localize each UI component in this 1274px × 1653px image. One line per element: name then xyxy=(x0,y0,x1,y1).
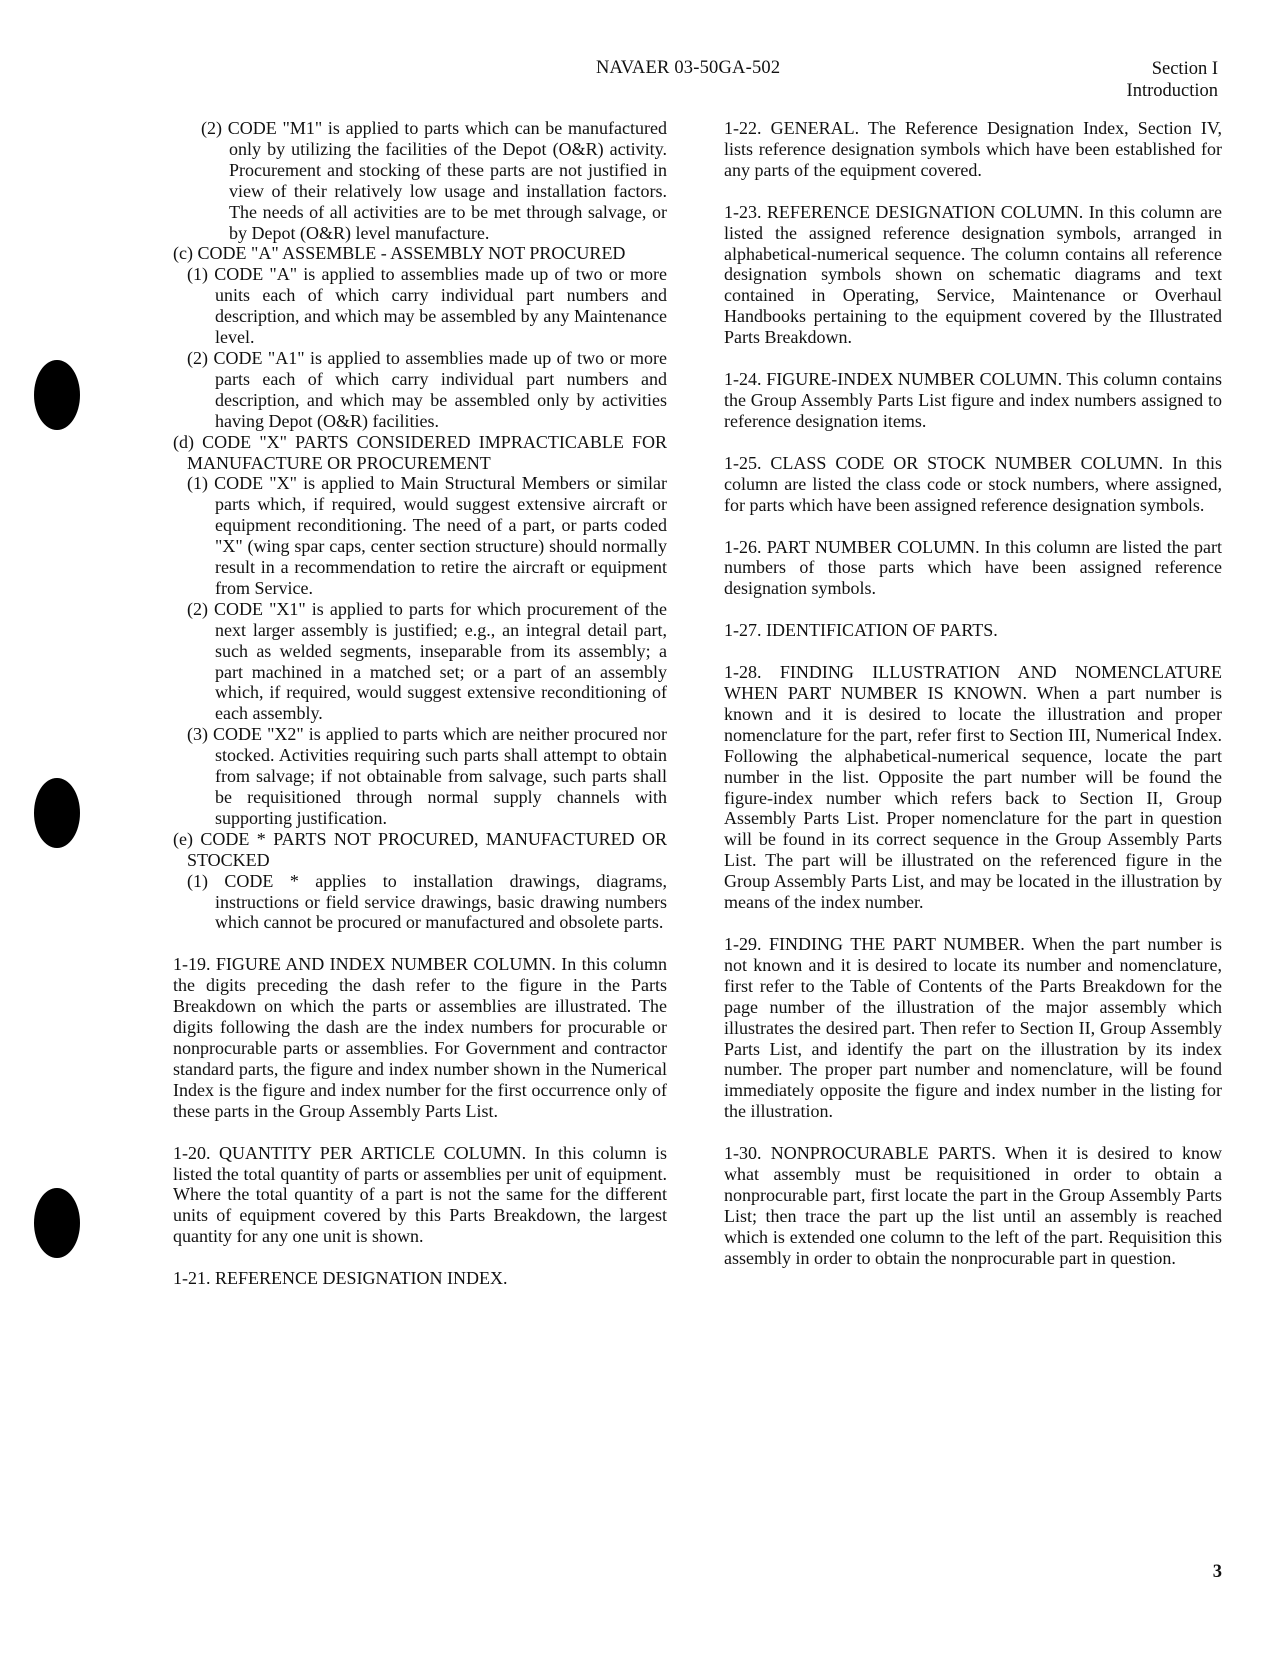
paragraph: 1-29. FINDING THE PART NUMBER. When the part number is not known and it is desired to locate its number and nomenclature, first refer to the Table of Contents of the Parts Breakdown for the page number of the illustration of the major assembly which illustrates the desired part. Then refer to Section II, Group Assembly Parts List, and identify the part on the illustration by its index number. The proper part number and nomenclature, will be found immediately opposite the figure and index number in the listing for the illustration. xyxy=(724,934,1222,1122)
paragraph: 1-19. FIGURE AND INDEX NUMBER COLUMN. In this column the digits preceding the dash refer to the figure in the Parts Breakdown on which the parts or assemblies are illustrated. The digits following the dash are the index numbers for procurable or nonprocurable parts or assemblies. For Government and contractor standard parts, the figure and index number shown in the Numerical Index is the figure and index number for the first occurrence only of these parts in the Group Assembly Parts List. xyxy=(173,954,667,1121)
paragraph: 1-22. GENERAL. The Reference Designation Index, Section IV, lists reference designation symbols which have been established for any parts of the equipment covered. xyxy=(724,118,1222,180)
paragraph: (1) CODE * applies to installation drawings, diagrams, instructions or field service drawings, basic drawing numbers which cannot be procured or manufactured and obsolete parts. xyxy=(187,870,667,933)
paragraph: (c) CODE "A" ASSEMBLE - ASSEMBLY NOT PROCURED xyxy=(173,243,626,264)
paragraph: 1-27. IDENTIFICATION OF PARTS. xyxy=(724,620,998,641)
section-label: Section I xyxy=(1151,59,1218,79)
page-number: 3 xyxy=(1212,1562,1222,1582)
section-title: Introduction xyxy=(1126,81,1218,101)
paragraph: 1-30. NONPROCURABLE PARTS. When it is desired to know what assembly must be requisitioned in order to obtain a nonprocurable part, first locate the part in the Group Assembly Parts List; then trace the part up the list until an assembly is reached which is extended one column to the left of the part. Requisition this assembly in order to obtain the nonprocurable part in question. xyxy=(724,1143,1222,1268)
paragraph: (d) CODE "X" PARTS CONSIDERED IMPRACTICABLE FOR MANUFACTURE OR PROCUREMENT xyxy=(173,431,667,473)
document-number: NAVAER 03-50GA-502 xyxy=(596,58,781,78)
paragraph: 1-20. QUANTITY PER ARTICLE COLUMN. In this column is listed the total quantity of parts or assemblies per unit of equipment. Where the total quantity of a part is not the same for the different units of equipment covered by this Parts Breakdown, the largest quantity for any one unit is shown. xyxy=(173,1142,667,1247)
paragraph: 1-26. PART NUMBER COLUMN. In this column are listed the part numbers of those parts which have been assigned reference designation symbols. xyxy=(724,536,1222,599)
paragraph: (3) CODE "X2" is applied to parts which are neither procured nor stocked. Activities requiring such parts shall attempt to obtain from salvage; if not obtainable from salvage, such parts shall be requisitioned through normal supply channels with supporting justification. xyxy=(187,724,667,828)
paragraph: 1-24. FIGURE-INDEX NUMBER COLUMN. This column contains the Group Assembly Parts List figure and index numbers assigned to reference designation items. xyxy=(724,369,1222,431)
paragraph: (2) CODE "A1" is applied to assemblies made up of two or more parts each of which carry individual part numbers and description, and which may be assembled only by activities having Depot (O&R) facilities. xyxy=(187,347,667,431)
paragraph: 1-21. REFERENCE DESIGNATION INDEX. xyxy=(173,1268,508,1289)
paragraph: (1) CODE "X" is applied to Main Structural Members or similar parts which, if required, would suggest extensive aircraft or equipment reconditioning. The need of a part, or parts coded "X" (wing spar caps, center section structure) should normally result in a recommendation to retire the aircraft or equipment from Service. xyxy=(187,473,667,598)
paragraph: (1) CODE "A" is applied to assemblies made up of two or more units each of which carry individual part numbers and description, and which may be assembled by any Maintenance level. xyxy=(187,264,667,348)
section-heading xyxy=(1127,58,1218,102)
paragraph: (2) CODE "X1" is applied to parts for which procurement of the next larger assembly is justified; e.g., an integral detail part, such as welded segments, inseparable from its assembly; a part machined in a matched set; or a part of an assembly which, if required, would suggest extensive reconditioning of each assembly. xyxy=(187,598,667,724)
binder-hole-middle xyxy=(34,778,80,848)
paragraph: (e) CODE * PARTS NOT PROCURED, MANUFACTURED OR STOCKED xyxy=(173,828,667,870)
paragraph: 1-23. REFERENCE DESIGNATION COLUMN. In this column are listed the assigned reference designation symbols, arranged in alphabetical-numerical sequence. The column contains all reference designation symbols shown on schematic diagrams and text contained in Operating, Service, Maintenance or Overhaul Handbooks pertaining to the equipment covered by the Illustrated Parts Breakdown. xyxy=(724,201,1222,348)
binder-hole-top xyxy=(34,360,80,430)
left-column xyxy=(173,118,667,1289)
paragraph: (2) CODE "M1" is applied to parts which can be manufactured only by utilizing the facilities of the Depot (O&R) activity. Procurement and stocking of these parts are not justified in view of their relatively low usage and installation factors. The needs of all activities are to be met through salvage, or by Depot (O&R) level manufacture. xyxy=(201,118,667,243)
page-header xyxy=(0,58,1274,106)
paragraph: 1-25. CLASS CODE OR STOCK NUMBER COLUMN. In this column are listed the class code or stock numbers, where assigned, for parts which have been assigned reference designation symbols. xyxy=(724,452,1222,515)
paragraph: 1-28. FINDING ILLUSTRATION AND NOMENCLATURE WHEN PART NUMBER IS KNOWN. When a part number is known and it is desired to locate the illustration and proper nomenclature for the part, refer first to Section III, Numerical Index. Following the alphabetical-numerical sequence, locate the part number in the list. Opposite the part number will be found the figure-index number which refers back to Section II, Group Assembly Parts List. Proper nomenclature for the part in question will be found in its correct sequence in the Group Assembly Parts List. The part will be illustrated on the referenced figure in the Group Assembly Parts List, and may be located in the illustration by means of the index number. xyxy=(724,662,1222,913)
right-column xyxy=(724,118,1222,1269)
binder-hole-bottom xyxy=(34,1188,80,1258)
